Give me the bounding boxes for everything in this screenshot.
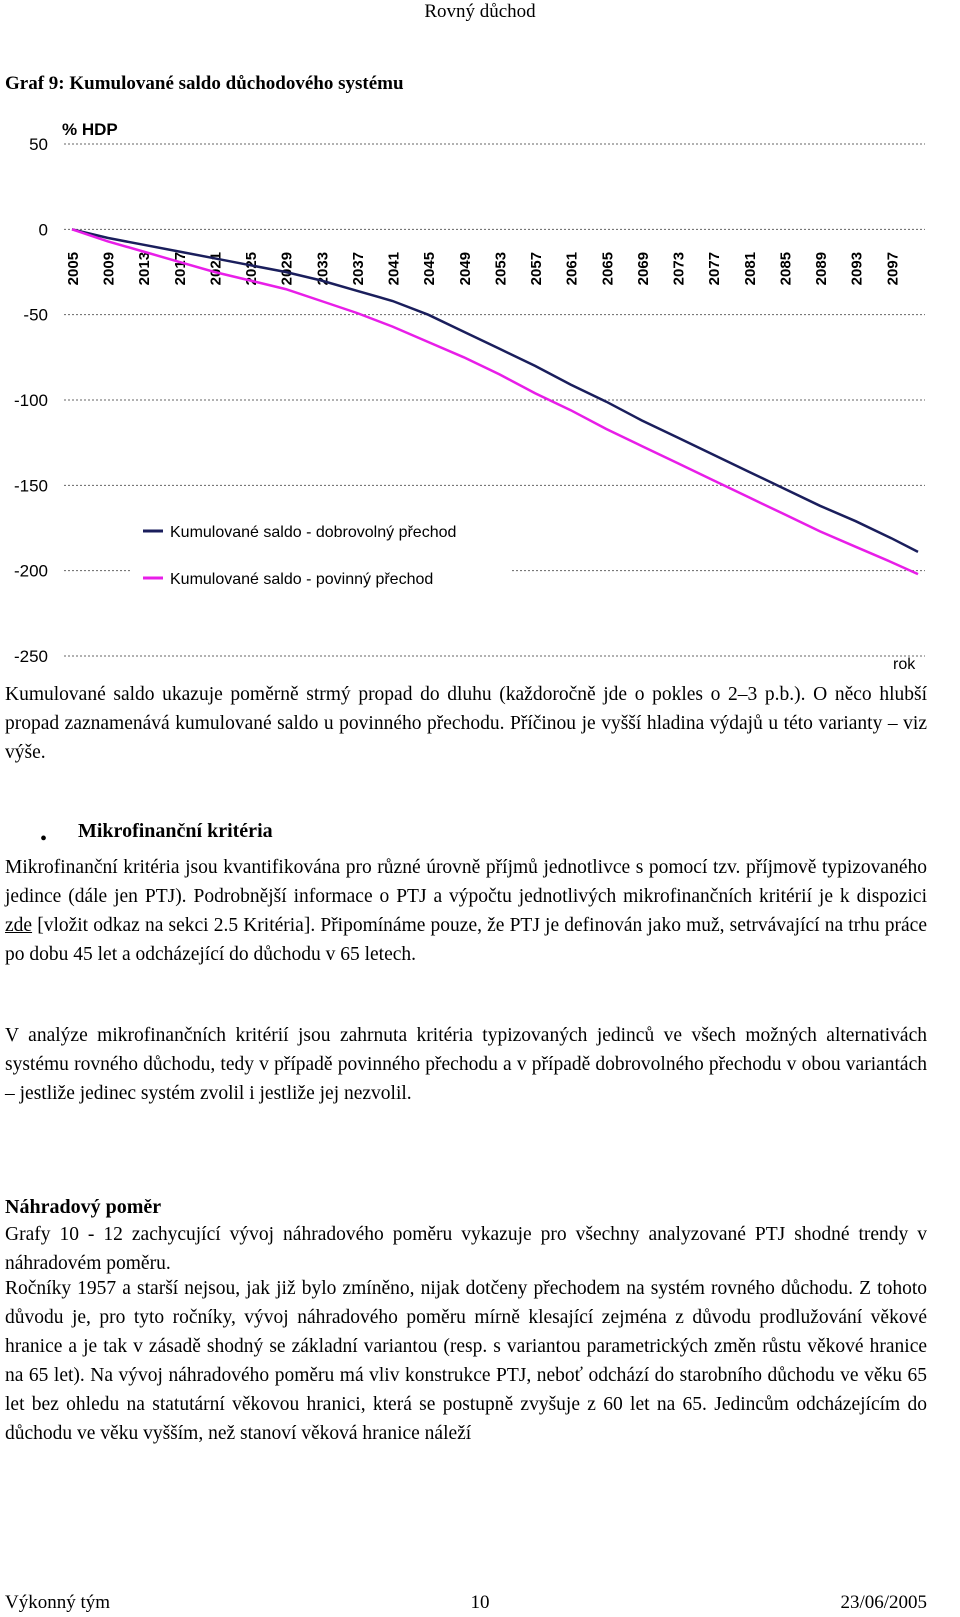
legend-label: Kumulované saldo - povinný přechod [170,571,434,588]
x-tick-label: 2073 [670,251,688,286]
subheading-microfinance: Mikrofinanční kritéria [78,820,273,842]
y-tick-label: -100 [13,391,48,410]
x-tick-label: 2057 [528,251,546,286]
x-tick-label: 2065 [599,251,617,286]
x-tick-label: 2021 [207,251,225,286]
x-tick-label: 2017 [171,251,189,286]
y-axis-label: % HDP [62,120,118,139]
y-axis-ticks [14,135,48,666]
x-tick-label: 2081 [741,251,759,286]
paragraph-analysis: V analýze mikrofinančních kritérií jsou zahrnuta kritéria typizovaných jedinců ve všech možných alternativách systému rovného důchodu, tedy v případě povinného přechodu a v případě dobrovolného přechodu v obou variantách – jestliže jedinec systém zvolil i jestliže jej nezvolil. [5,1025,927,1104]
x-tick-label: 2041 [385,251,403,286]
x-tick-label: 2049 [456,251,474,286]
y-tick-label: -150 [13,476,48,496]
y-tick-label: -50 [23,305,48,325]
legend-label: Kumulované saldo - dobrovolný přechod [170,524,457,541]
paragraph-cohorts: Ročníky 1957 a starší nejsou, jak již bylo zmíněno, nijak dotčeny přechodem na systém rovného důchodu. Z tohoto důvodu je, pro tyto ročníky, vývoj náhradového poměru mírně klesající zejména z důvodu prodlužování věkové hranice a je tak v zásadě shodný se základní variantou (resp. s variantou parametrických změn růstu věkové hranice na 65 let). Na vývoj náhradového poměru má vliv konstrukce PTJ, neboť odchází do starobního důchodu ve věku 65 let bez ohledu na statutární věkovou hranici, která se postupně zvyšuje z 60 let na 65. Jedincům odcházejícím do důchodu ve věku vyšším, než stanoví věková hranice náleží [5,1278,927,1444]
section-heading-replacement-ratio: Náhradový poměr [5,1196,162,1218]
running-header: Rovný důchod [424,1,536,22]
x-tick-label: 2013 [136,251,154,286]
x-axis-ticks [65,252,901,285]
x-tick-label: 2029 [278,251,296,286]
x-tick-label: 2037 [349,251,367,286]
paragraph-cumulative-balance: Kumulované saldo ukazuje poměrně strmý propad do dluhu (každoročně jde o pokles o 2–3 p.b.). O něco hlubší propad zaznamenává kumulované saldo u povinného přechodu. Příčinou je vyšší hladina výdajů u této varianty – viz výše. [5,684,927,763]
paragraph-graphs-intro-text: Grafy 10 - 12 zachycující vývoj náhradového poměru vykazuje pro všechny analyzované PTJ shodné trendy v náhradovém poměru. [5,1224,927,1274]
bullet-icon: • [40,828,48,850]
x-tick-label: 2061 [563,251,581,286]
x-tick-label: 2053 [492,251,510,286]
x-tick-label: 2093 [848,251,866,286]
x-tick-label: 2085 [777,251,795,286]
y-tick-label: -200 [13,561,48,581]
x-tick-label: 2097 [884,251,902,286]
x-tick-label: 2009 [100,251,118,286]
footer-team: Výkonný tým [5,1592,111,1613]
x-tick-label: 2077 [706,251,724,286]
x-tick-label: 2025 [243,251,261,286]
x-tick-label: 2069 [634,251,652,286]
y-tick-label: 50 [29,135,48,154]
y-tick-label: 0 [38,220,48,240]
footer-page-number: 10 [470,1592,490,1613]
x-tick-label: 2033 [314,251,332,286]
paragraph-graphs-intro [5,1191,927,1278]
footer-date: 23/06/2005 [840,1592,927,1613]
y-tick-label: -250 [13,647,48,666]
page-footer [0,1591,960,1615]
x-axis-label: rok [893,656,916,673]
x-tick-label: 2045 [421,251,439,286]
zde-link[interactable]: zde [5,915,33,936]
paragraph-microfinance-part2: [vložit odkaz na sekci 2.5 Kritéria]. Připomínáme pouze, že PTJ je definován jako muž, setrvávající na trhu práce po dobu 45 let a odcházející do důchodu v 65 letech. [5,915,927,965]
x-tick-label: 2005 [65,251,82,286]
x-tick-label: 2089 [813,251,831,286]
line-chart [0,108,960,688]
paragraph-microfinance [5,853,927,969]
paragraph-microfinance-part1: Mikrofinanční kritéria jsou kvantifikována pro různé úrovně příjmů jednotlivce s pomocí tzv. příjmově typizovaného jedince (dále jen PTJ). Podrobnější informace o PTJ a výpočtu jednotlivých mikrofinančních kritérií je k dispozici [5,857,927,907]
figure-caption: Graf 9: Kumulované saldo důchodového systému [5,73,404,94]
